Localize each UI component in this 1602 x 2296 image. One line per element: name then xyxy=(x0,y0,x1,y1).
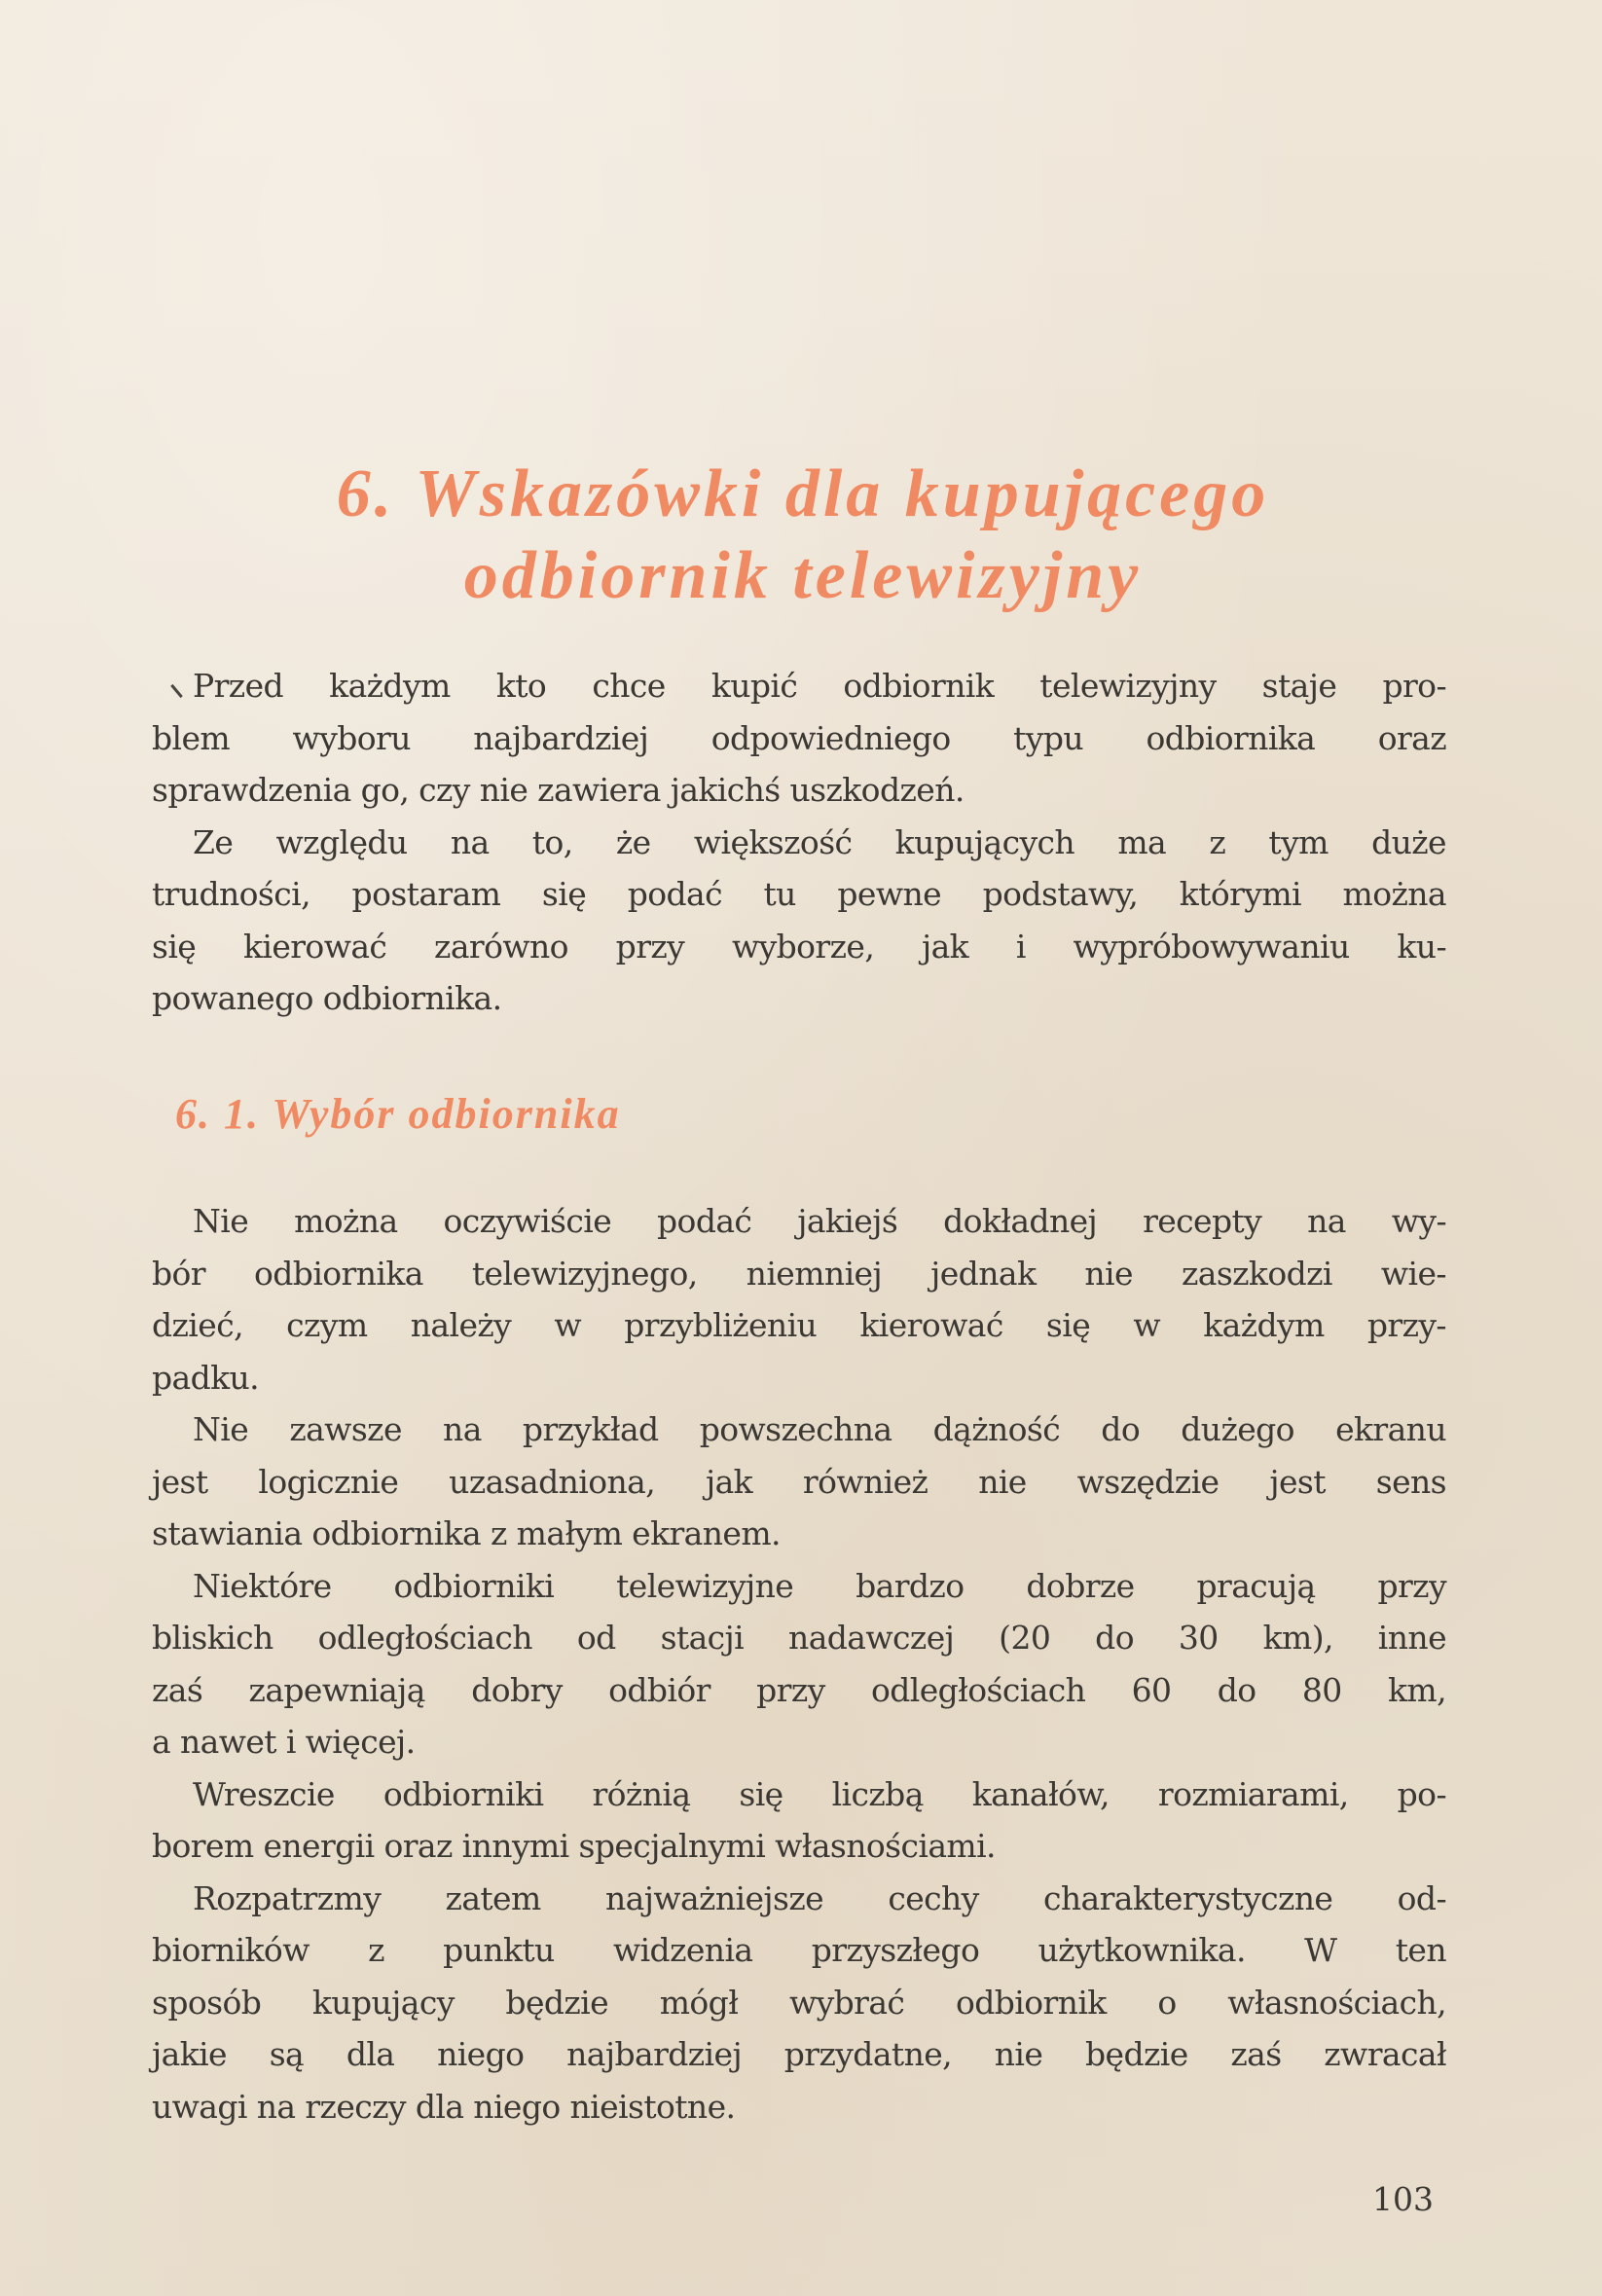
text-line: Przed każdym kto chce kupić odbiornik telewizyjny staje pro- xyxy=(193,667,1446,705)
text-line: biorników z punktu widzenia przyszłego użytkownika. W ten xyxy=(152,1931,1446,1969)
text-line: Wreszcie odbiorniki różnią się liczbą kanałów, rozmiarami, po- xyxy=(193,1774,1446,1813)
text-line: Ze względu na to, że większość kupujących ma z tym duże xyxy=(193,822,1446,861)
page-number: 103 xyxy=(1372,2180,1434,2218)
text-line: bór odbiornika telewizyjnego, niemniej jednak nie zaszkodzi wie- xyxy=(152,1254,1446,1293)
text-line: Nie zawsze na przykład powszechna dążność do dużego ekranu xyxy=(193,1410,1446,1448)
text-line: padku. xyxy=(152,1358,260,1397)
text-line: Rozpatrzmy zatem najważniejsze cechy charakterystyczne od- xyxy=(193,1878,1446,1917)
text-line: sposób kupujący będzie mógł wybrać odbiornik o własnościach, xyxy=(152,1983,1446,2022)
paragraph xyxy=(152,1195,1446,1403)
text-line: dzieć, czym należy w przybliżeniu kierować się w każdym przy- xyxy=(152,1306,1446,1344)
text-line: zaś zapewniają dobry odbiór przy odległościach 60 do 80 km, xyxy=(152,1670,1446,1709)
text-line: jakie są dla niego najbardziej przydatne, nie będzie zaś zwracał xyxy=(152,2035,1446,2073)
section-title: 6. 1. Wybór odbiornika xyxy=(175,1090,621,1138)
text-line: bliskich odległościach od stacji nadawczej (20 do 30 km), inne xyxy=(152,1619,1446,1657)
text-line: powanego odbiornika. xyxy=(152,979,502,1017)
paragraph xyxy=(152,817,1446,1025)
text-line: stawiania odbiornika z małym ekranem. xyxy=(152,1514,781,1552)
paragraph xyxy=(152,1560,1446,1768)
paragraph xyxy=(152,1768,1446,1873)
section-text xyxy=(152,1195,1446,2132)
text-line: borem energii oraz innymi specjalnymi własnościami. xyxy=(152,1827,996,1865)
intro-text xyxy=(152,660,1446,1025)
text-line: jest logicznie uzasadniona, jak również nie wszędzie jest sens xyxy=(152,1462,1446,1501)
text-line: a nawet i więcej. xyxy=(152,1723,416,1761)
chapter-title xyxy=(195,454,1411,617)
chapter-title-line: 6. Wskazówki dla kupującego xyxy=(336,456,1270,531)
paragraph xyxy=(152,1403,1446,1560)
text-line: sprawdzenia go, czy nie zawiera jakichś uszkodzeń. xyxy=(152,771,965,809)
chapter-title-line: odbiornik telewizyjny xyxy=(463,538,1143,613)
text-line: się kierować zarówno przy wyborze, jak i wypróbowywaniu ku- xyxy=(152,927,1446,966)
text-line: uwagi na rzeczy dla niego nieistotne. xyxy=(152,2087,736,2126)
paragraph xyxy=(152,660,1446,817)
text-line: Nie można oczywiście podać jakiejś dokładnej recepty na wy- xyxy=(193,1202,1446,1240)
paragraph xyxy=(152,1873,1446,2133)
text-line: Niektóre odbiorniki telewizyjne bardzo dobrze pracują przy xyxy=(193,1566,1446,1605)
text-line: trudności, postaram się podać tu pewne podstawy, którymi można xyxy=(152,875,1446,913)
text-line: blem wyboru najbardziej odpowiedniego typu odbiornika oraz xyxy=(152,718,1446,757)
